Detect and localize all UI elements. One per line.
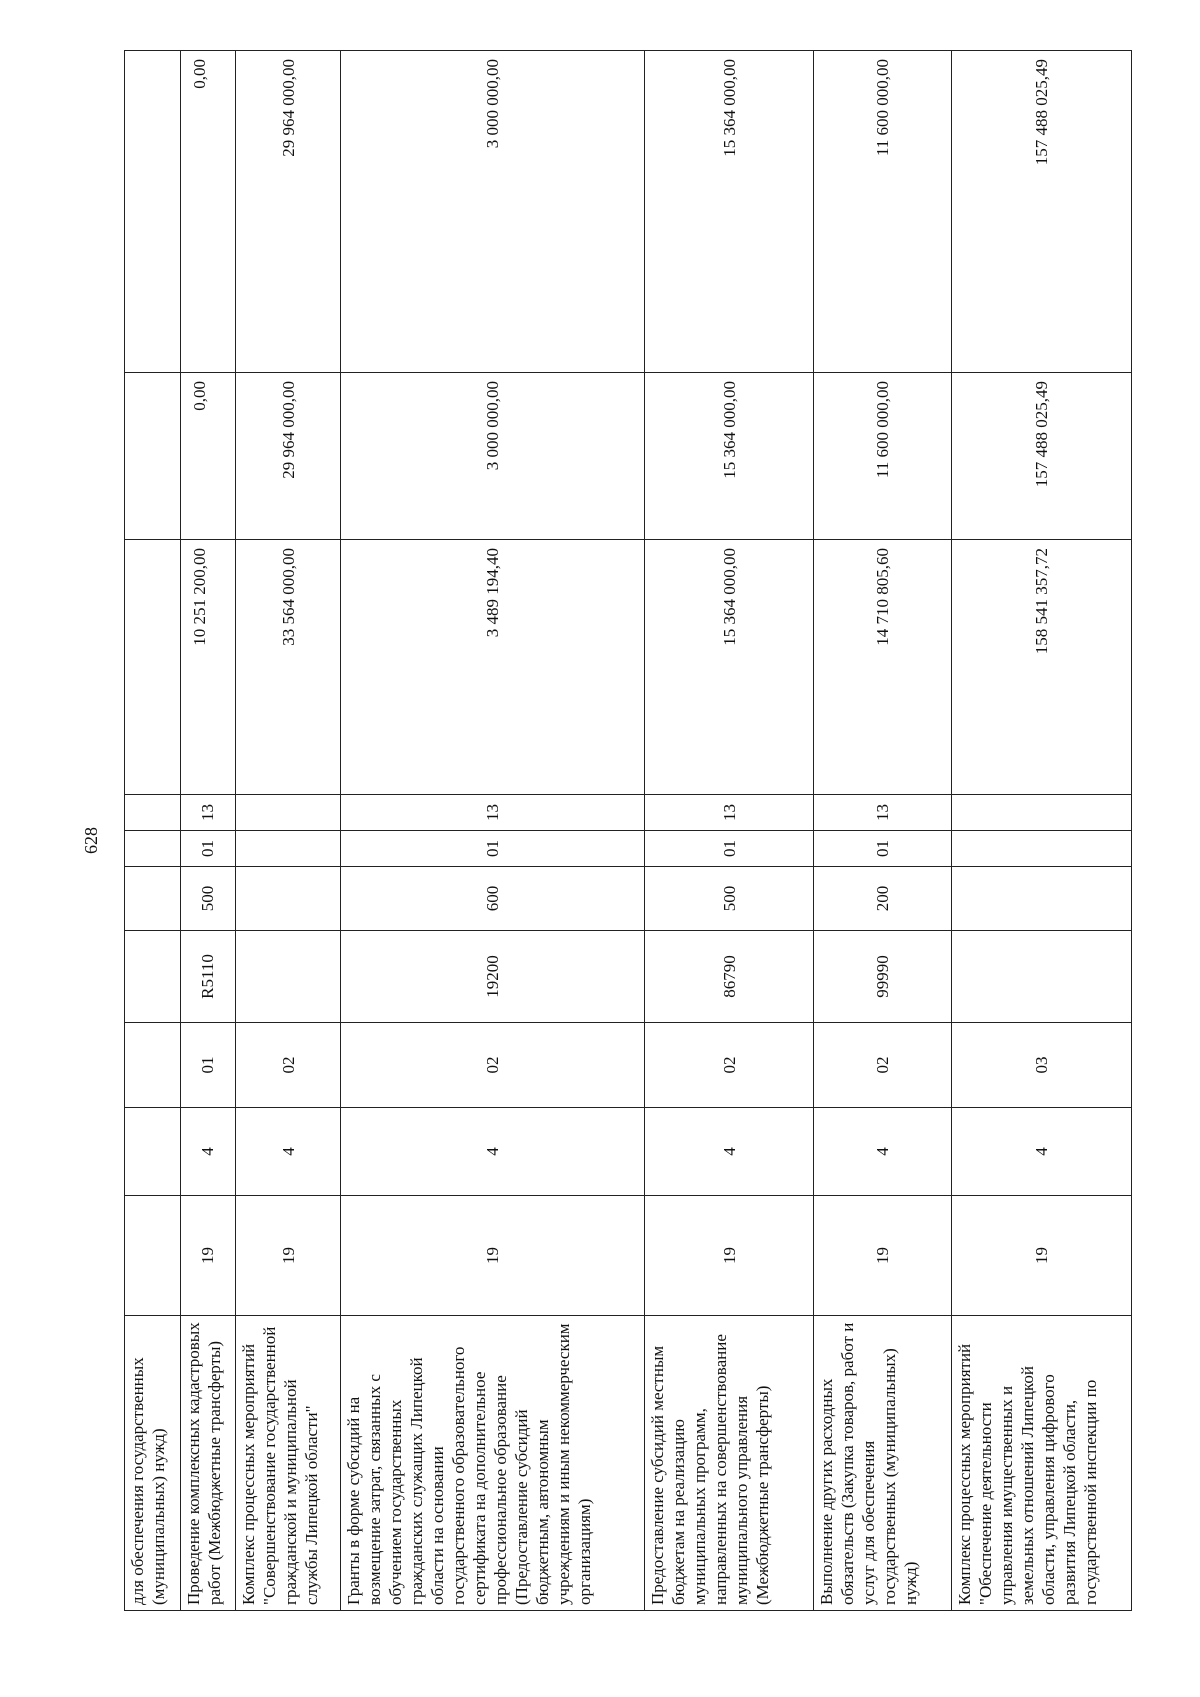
section-code-cell [952,831,1132,867]
expense-type-cell: 200 [814,867,952,931]
budget-table [124,50,1132,1611]
expense-type-cell [125,867,181,931]
subprogram-code-cell: 4 [952,1108,1132,1196]
page-number: 628 [81,827,101,854]
expense-code-cell [952,931,1132,1023]
amount-2026-cell: 29 964 000,00 [236,51,341,373]
program-code-cell: 19 [645,1196,814,1316]
amount-2024-cell: 158 541 357,72 [952,540,1132,795]
expense-code-cell [125,931,181,1023]
program-code-cell: 19 [180,1196,236,1316]
subsection-code-cell [125,795,181,831]
section-code-cell: 01 [341,831,645,867]
expense-code-cell: 86790 [645,931,814,1023]
structural-code-cell: 02 [645,1023,814,1108]
expense-type-cell [952,867,1132,931]
row-name-cell: Выполнение других расходных обязательств (Закупка товаров, работ и услуг для обеспечения государственных (муниципальных) нужд) [814,1316,952,1611]
amount-2026-cell: 15 364 000,00 [645,51,814,373]
section-code-cell [125,831,181,867]
program-code-cell: 19 [236,1196,341,1316]
program-code-cell: 19 [952,1196,1132,1316]
subprogram-code-cell: 4 [814,1108,952,1196]
subsection-code-cell: 13 [814,795,952,831]
amount-2024-cell [125,540,181,795]
amount-2025-cell: 157 488 025,49 [952,373,1132,540]
amount-2024-cell: 14 710 805,60 [814,540,952,795]
subprogram-code-cell: 4 [645,1108,814,1196]
row-name-cell: Комплекс процессных мероприятий "Совершенствование государственной гражданской и муниципальной службы Липецкой области" [236,1316,341,1611]
program-code-cell: 19 [341,1196,645,1316]
row-name-cell: для обеспечения государственных (муниципальных) нужд) [125,1316,181,1611]
expense-code-cell [236,931,341,1023]
table-row [125,51,181,1611]
amount-2026-cell: 3 000 000,00 [341,51,645,373]
subprogram-code-cell [125,1108,181,1196]
table-row [341,51,645,1611]
subsection-code-cell: 13 [341,795,645,831]
amount-2024-cell: 15 364 000,00 [645,540,814,795]
amount-2026-cell: 0,00 [180,51,236,373]
row-name-cell: Проведение комплексных кадастровых работ (Межбюджетные трансферты) [180,1316,236,1611]
subsection-code-cell: 13 [645,795,814,831]
amount-2025-cell: 0,00 [180,373,236,540]
subprogram-code-cell: 4 [341,1108,645,1196]
section-code-cell: 01 [814,831,952,867]
amount-2026-cell: 11 600 000,00 [814,51,952,373]
expense-type-cell [236,867,341,931]
amount-2025-cell [125,373,181,540]
subprogram-code-cell: 4 [236,1108,341,1196]
amount-2025-cell: 29 964 000,00 [236,373,341,540]
expense-type-cell: 500 [180,867,236,931]
structural-code-cell: 02 [814,1023,952,1108]
row-name-cell: Гранты в форме субсидий на возмещение затрат, связанных с обучением государственных гражданских служащих Липецкой области на основании государственного образовательного сертификата на дополнительное профессиональное образование (Предоставление субсидий бюджетным, автономным учреждениям и иным некоммерческим организациям) [341,1316,645,1611]
amount-2026-cell: 157 488 025,49 [952,51,1132,373]
expense-code-cell: R5110 [180,931,236,1023]
amount-2024-cell: 33 564 000,00 [236,540,341,795]
amount-2024-cell: 3 489 194,40 [341,540,645,795]
expense-code-cell: 99990 [814,931,952,1023]
amount-2025-cell: 11 600 000,00 [814,373,952,540]
subprogram-code-cell: 4 [180,1108,236,1196]
expense-type-cell: 500 [645,867,814,931]
amount-2025-cell: 15 364 000,00 [645,373,814,540]
section-code-cell [236,831,341,867]
row-name-cell: Комплекс процессных мероприятий "Обеспечение деятельности управления имущественных и земельных отношений Липецкой области, управления цифрового развития Липецкой области, государственной инспекции по [952,1316,1132,1611]
structural-code-cell: 02 [236,1023,341,1108]
expense-code-cell: 19200 [341,931,645,1023]
table-row [814,51,952,1611]
table-row [645,51,814,1611]
subsection-code-cell: 13 [180,795,236,831]
table-row [180,51,236,1611]
amount-2026-cell [125,51,181,373]
section-code-cell: 01 [180,831,236,867]
table-row [952,51,1132,1611]
table-row [236,51,341,1611]
expense-type-cell: 600 [341,867,645,931]
program-code-cell [125,1196,181,1316]
amount-2025-cell: 3 000 000,00 [341,373,645,540]
structural-code-cell: 01 [180,1023,236,1108]
structural-code-cell [125,1023,181,1108]
subsection-code-cell [952,795,1132,831]
amount-2024-cell: 10 251 200,00 [180,540,236,795]
structural-code-cell: 03 [952,1023,1132,1108]
budget-table-container [124,51,1132,1611]
row-name-cell: Предоставление субсидий местным бюджетам на реализацию муниципальных программ, направленных на совершенствование муниципального управления (Межбюджетные трансферты) [645,1316,814,1611]
structural-code-cell: 02 [341,1023,645,1108]
section-code-cell: 01 [645,831,814,867]
program-code-cell: 19 [814,1196,952,1316]
subsection-code-cell [236,795,341,831]
